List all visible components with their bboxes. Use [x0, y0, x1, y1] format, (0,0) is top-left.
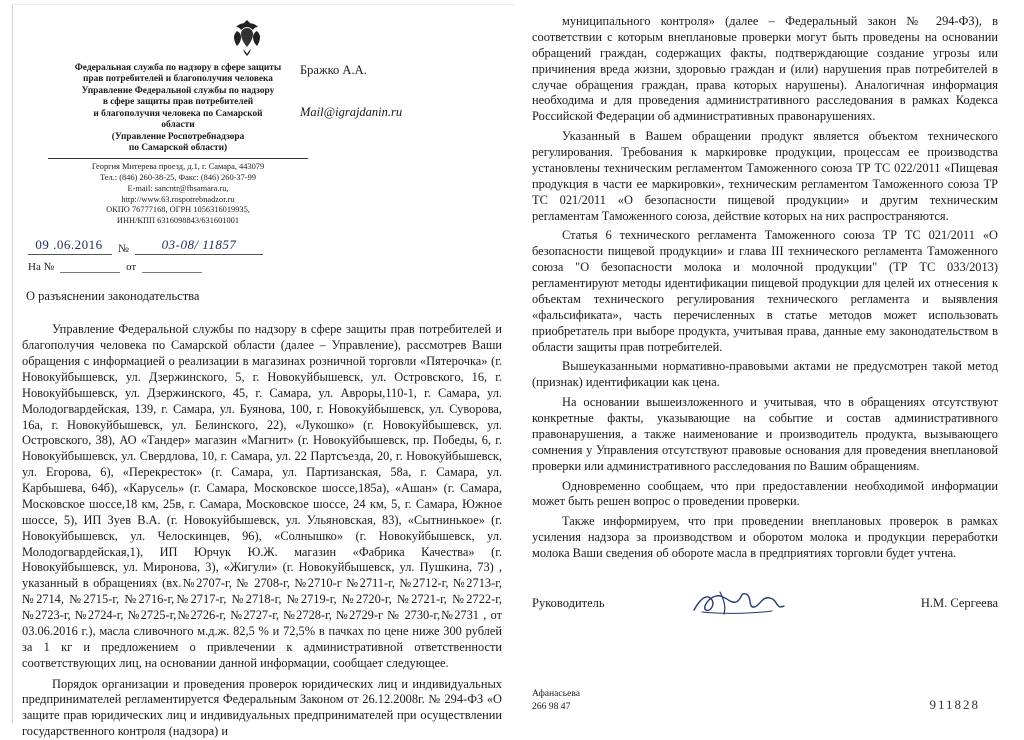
letterhead-block — [28, 63, 328, 159]
contact-okpo: ОКПО 76777168, ОГРН 1056316019935, — [106, 205, 250, 215]
reply-reference-label: На № — [28, 261, 55, 274]
reply-reference-row — [28, 261, 502, 273]
document-subject: О разъяснении законодательства — [26, 289, 200, 304]
paragraph-right-1: муниципального контроля» (далее – Федеральный закон № 294-ФЗ), в соответствии с которым внеплановые проверки могут быть проведены на основании обращений граждан, содержащих факты, подтверждающие создание угрозы или причинения вреда жизни, здоровью граждан и (или) нарушения прав потребителей в случае обращения граждан, права которых нарушены). Аналогичная информация необходима и для проведения административного расследования в рамках Кодекса Российской Федерации об административных правонарушениях. — [532, 14, 998, 124]
signatory-title: Руководитель — [532, 595, 605, 610]
addressee-email: Mail@igrajdanin.ru — [300, 105, 403, 119]
handwritten-signature — [690, 590, 810, 618]
letterhead-divider — [48, 158, 308, 159]
left-body-text — [22, 322, 502, 740]
letterhead-line-3: Управление Федеральной службы по надзору — [81, 85, 275, 96]
contact-phones: Тел.: (846) 260-38-25, Факс: (846) 260-37-99 — [100, 172, 256, 182]
contacts-block — [28, 162, 328, 228]
letterhead-line-2: прав потребителей и благополучия человека — [83, 74, 273, 85]
paragraph-left-2: Порядок организации и проведения проверок юридических лиц и индивидуальных предпринимателей регламентируется Федеральным Законом от 26.12.2008г. № 294-ФЗ «О защите прав юридических лиц и индивидуальных предпринимателей при осуществлении государственного контроля (надзора) и — [22, 676, 502, 739]
addressee-block — [300, 60, 500, 122]
contact-inn: ИНН/КПП 6316098843/631601001 — [116, 216, 240, 226]
signature-block — [532, 596, 998, 618]
right-body-text — [532, 14, 998, 562]
letterhead-line-6: области — [161, 120, 195, 131]
contact-address: Георгия Митерева проезд, д.1, г. Самара, 443079 — [91, 161, 265, 171]
contact-site: http://www.63.rospotrebnadzor.ru — [121, 194, 235, 204]
paragraph-right-7: Также информируем, что при проведении внеплановых проверок в рамках усиления надзора за производством и оборотом молока и продукции переработки молока Ваши сведения об обороте масла в предприятиях торговли будет учтена. — [532, 514, 998, 560]
registration-row — [28, 237, 502, 255]
contact-email: E-mail: sancntr@fbsamara.ru, — [127, 183, 229, 193]
paragraph-right-3: Статья 6 технического регламента Таможенного союза ТР ТС 021/2011 «О безопасности пищевой продукции» и глава III технического регламента Таможенного союза "О безопасности молока и молочной продукции" (ТР ТС 033/2013) регламентируют методы идентификации пищевой продукции для целей их отнесения к объектам технического регулирования технического регламента и выявления «фальсификата», часть перечисленных в статье методов может использовать приобретатель при выборе продукта, учитывая права, данные ему законодательством в области защиты прав потребителей. — [532, 228, 998, 354]
letterhead-line-5: и благополучия человека по Самарской — [93, 108, 263, 119]
registration-number-label: № — [118, 243, 129, 256]
registration-date: 09 .06.2016 — [28, 237, 112, 255]
paragraph-right-5: На основании вышеизложенного и учитывая, что в обращениях отсутствуют конкретные факты, указывающие на событие и состав административного правонарушения, а также наименование и производитель продукта, вызывающего сомнения у Управления отсутствуют правовые основания для проведения внеплановой проверки или административного расследования по Вашим обращениям. — [532, 395, 998, 473]
paragraph-left-1: Управление Федеральной службы по надзору в сфере защиты прав потребителей и благополучия человека по Самарской области (далее – Управление), рассмотрев Ваши обращения с информацией о реализации в магазинах розничной торговли «Пятерочка» (г. Новокуйбышевск, ул. Дзержинского, 5, г. Новокуйбышевск, ул. Островского, 16, г. Новокуйбышевск, ул. Дзержинского, 45, г. Самара, ул. Авроры,110-1, г. Самара, ул. Молодогвардейская, 139, г. Самара, ул. Буянова, 100, г. Новокуйбышевск, ул. Суворова, 16а, г. Новокуйбышевск, ул. Белинского, 22), «Лукошко» (г. Новокуйбышевск, ул. Островского, 38), АО «Тандер» магазин «Магнит» (г. Новокуйбышевск, пр. Победы, 6, г. Новокуйбышевск, ул. Свердлова, 10, г. Самара, ул. 22 Партсъезда, 20, г. Новокуйбышевск, ул. Егорова, 6), «Перекресток» (г. Самара, ул. Партизанская, 58а, г. Самара, ул. Карбышева, 64б), «Карусель» (г. Самара, Московское шоссе,185а), «Ашан» (г. Самара, Московское шоссе,18 км, 25в, г. Самара, Московское шоссе, 24 км, 5, г. Самара, Южное шоссе, 5), ИП Зуев В.А. (г. Новокуйбышевск, ул. Ульяновская, 83), «Сытнинькое» (г. Новокуйбышевск, ул. Челоскинцев, 96), «Солнышко» (г. Новокуйбышевск, ул. Молодогвардейская,1), ИП Юрчук Ю.Ж. магазин «Фабрика Качества» (г. Новокуйбышевск, ул. Миронова, 3), «Жигули» (г. Новокуйбышевск, ул. Пушкина, 73) , указанный в обращениях (вх.№2707-г, № 2708-г, №2710-г №2711-г, №2712-г, №2713-г, №2714, №2715-г, №2716-г,№2717-г, №2718-г, №2719-г, №2720-г, №2721-г, №2722-г, №2723-г, №2724-г, №2725-г,№2726-г, №2727-г, №2728-г, №2729-г № 2730-г,№2731 , от 03.06.2016 г.), масла сливочного м.д.ж. 82,5 % и 72,5% в пачках по цене ниже 300 рублей за 1 кг и предложением о привлечении к административной ответственности соответствующих лиц, на основании данной информации, сообщает следующее. — [22, 322, 502, 670]
footer-document-number: 911828 — [929, 697, 980, 712]
paragraph-right-2: Указанный в Вашем обращении продукт является объектом технического регулирования. Требования к маркировке продукции, процессам ее производства установлены техническим регламентом Таможенного союза ТР ТС 022/2011 «Пищевая продукция в части ее маркировки», техническим регламентом Таможенного союза ТР ТС 021/2011 «О безопасности пищевой продукции» и другим техническим регламентам Таможенного союза, действие которых на них распространяются. — [532, 129, 998, 223]
letterhead-line-4: в сфере защиты прав потребителей — [102, 97, 254, 108]
reply-date-line — [142, 262, 202, 273]
executor-name: Афанасьева — [532, 687, 580, 699]
paragraph-right-4: Вышеуказанными нормативно-правовыми актами не предусмотрен такой метод (признак) идентификации как цена. — [532, 359, 998, 390]
signatory-name: Н.М. Сергеева — [920, 595, 998, 610]
russian-coat-of-arms-icon — [230, 18, 264, 56]
letterhead-line-8: по Самарской области) — [128, 143, 228, 154]
reply-date-label: от — [126, 261, 137, 274]
registration-number: 03-08/ 11857 — [135, 237, 263, 255]
letterhead-line-1: Федеральная служба по надзору в сфере защиты — [74, 63, 282, 73]
addressee-name: Бражко А.А. — [300, 63, 367, 77]
executor-block — [532, 688, 998, 714]
right-page-column — [520, 0, 1024, 727]
executor-phone: 266 98 47 — [532, 700, 571, 712]
reply-number-line — [60, 262, 120, 273]
paragraph-right-6: Одновременно сообщаем, что при предоставлении необходимой информации может быть решен вопрос о проведении проверки. — [532, 478, 998, 509]
emblem-container — [0, 18, 502, 61]
letterhead-line-7: (Управление Роспотребнадзора — [111, 131, 245, 142]
